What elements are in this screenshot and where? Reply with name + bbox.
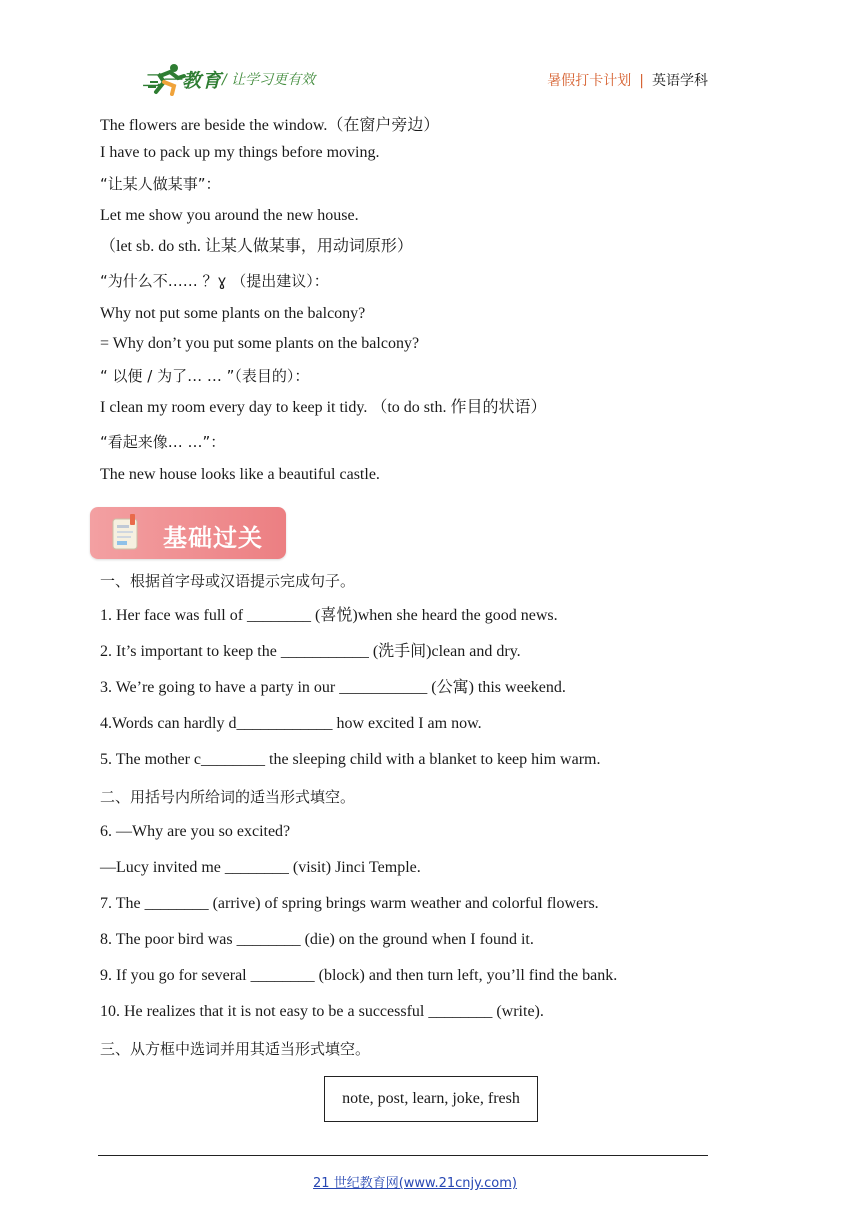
text-line: “ 以便 / 为了… … ”（表目的）：	[100, 367, 310, 385]
text-line: I clean my room every day to keep it tidy. （to do sth. 作目的状语）	[100, 399, 547, 416]
part-heading: 二、用括号内所给词的适当形式填空。	[100, 788, 356, 806]
part-heading: 三、从方框中选词并用其适当形式填空。	[100, 1040, 371, 1058]
question: 8. The poor bird was ________ (die) on the ground when I found it.	[100, 931, 534, 948]
text-line: （let sb. do sth. 让某人做某事，用动词原形）	[100, 238, 413, 255]
question: 7. The ________ (arrive) of spring brings warm weather and colorful flowers.	[100, 895, 599, 912]
question: 1. Her face was full of ________ (喜悦)when she heard the good news.	[100, 607, 558, 624]
question: 3. We’re going to have a party in our ___________ (公寓) this weekend.	[100, 679, 566, 696]
header-info	[547, 70, 708, 90]
page-header	[0, 0, 860, 100]
footer-link[interactable]: 21 世纪教育网(www.21cnjy.com)	[313, 1176, 517, 1191]
question: 10. He realizes that it is not easy to be a successful ________ (write).	[100, 1003, 544, 1020]
question: 9. If you go for several ________ (block) and then turn left, you’ll find the bank.	[100, 967, 618, 984]
part-heading: 一、根据首字母或汉语提示完成句子。	[100, 572, 356, 590]
plan-label: 暑假打卡计划	[547, 73, 632, 89]
question: 4.Words can hardly d____________ how excited I am now.	[100, 715, 482, 732]
header-divider: |	[639, 73, 644, 89]
document-icon	[110, 514, 142, 552]
brand-name: 二一教育	[142, 70, 223, 92]
text-line: “让某人做某事”：	[100, 175, 221, 193]
question: —Lucy invited me ________ (visit) Jinci Temple.	[100, 859, 421, 876]
question: 5. The mother c________ the sleeping child with a blanket to keep him warm.	[100, 751, 601, 768]
text-line: = Why don’t you put some plants on the balcony?	[100, 335, 420, 352]
question: 6. —Why are you so excited?	[100, 823, 291, 840]
footer-divider	[98, 1155, 708, 1156]
question: 2. It’s important to keep the ___________ (洗手间)clean and dry.	[100, 643, 521, 660]
section-title: 基础过关	[163, 524, 263, 552]
word-box: note, post, learn, joke, fresh	[324, 1076, 538, 1122]
text-line: The flowers are beside the window.（在窗户旁边）	[100, 117, 440, 134]
subject-label: 英语学科	[652, 73, 708, 89]
text-line: “看起来像… …”：	[100, 433, 226, 451]
text-line: Why not put some plants on the balcony?	[100, 305, 366, 322]
text-line: The new house looks like a beautiful castle.	[100, 466, 380, 483]
text-line: I have to pack up my things before moving.	[100, 144, 380, 161]
text-line: “为什么不…… ？ɣ （提出建议）：	[100, 272, 329, 290]
text-line: Let me show you around the new house.	[100, 207, 359, 224]
slogan: / 让学习更有效	[222, 72, 316, 88]
